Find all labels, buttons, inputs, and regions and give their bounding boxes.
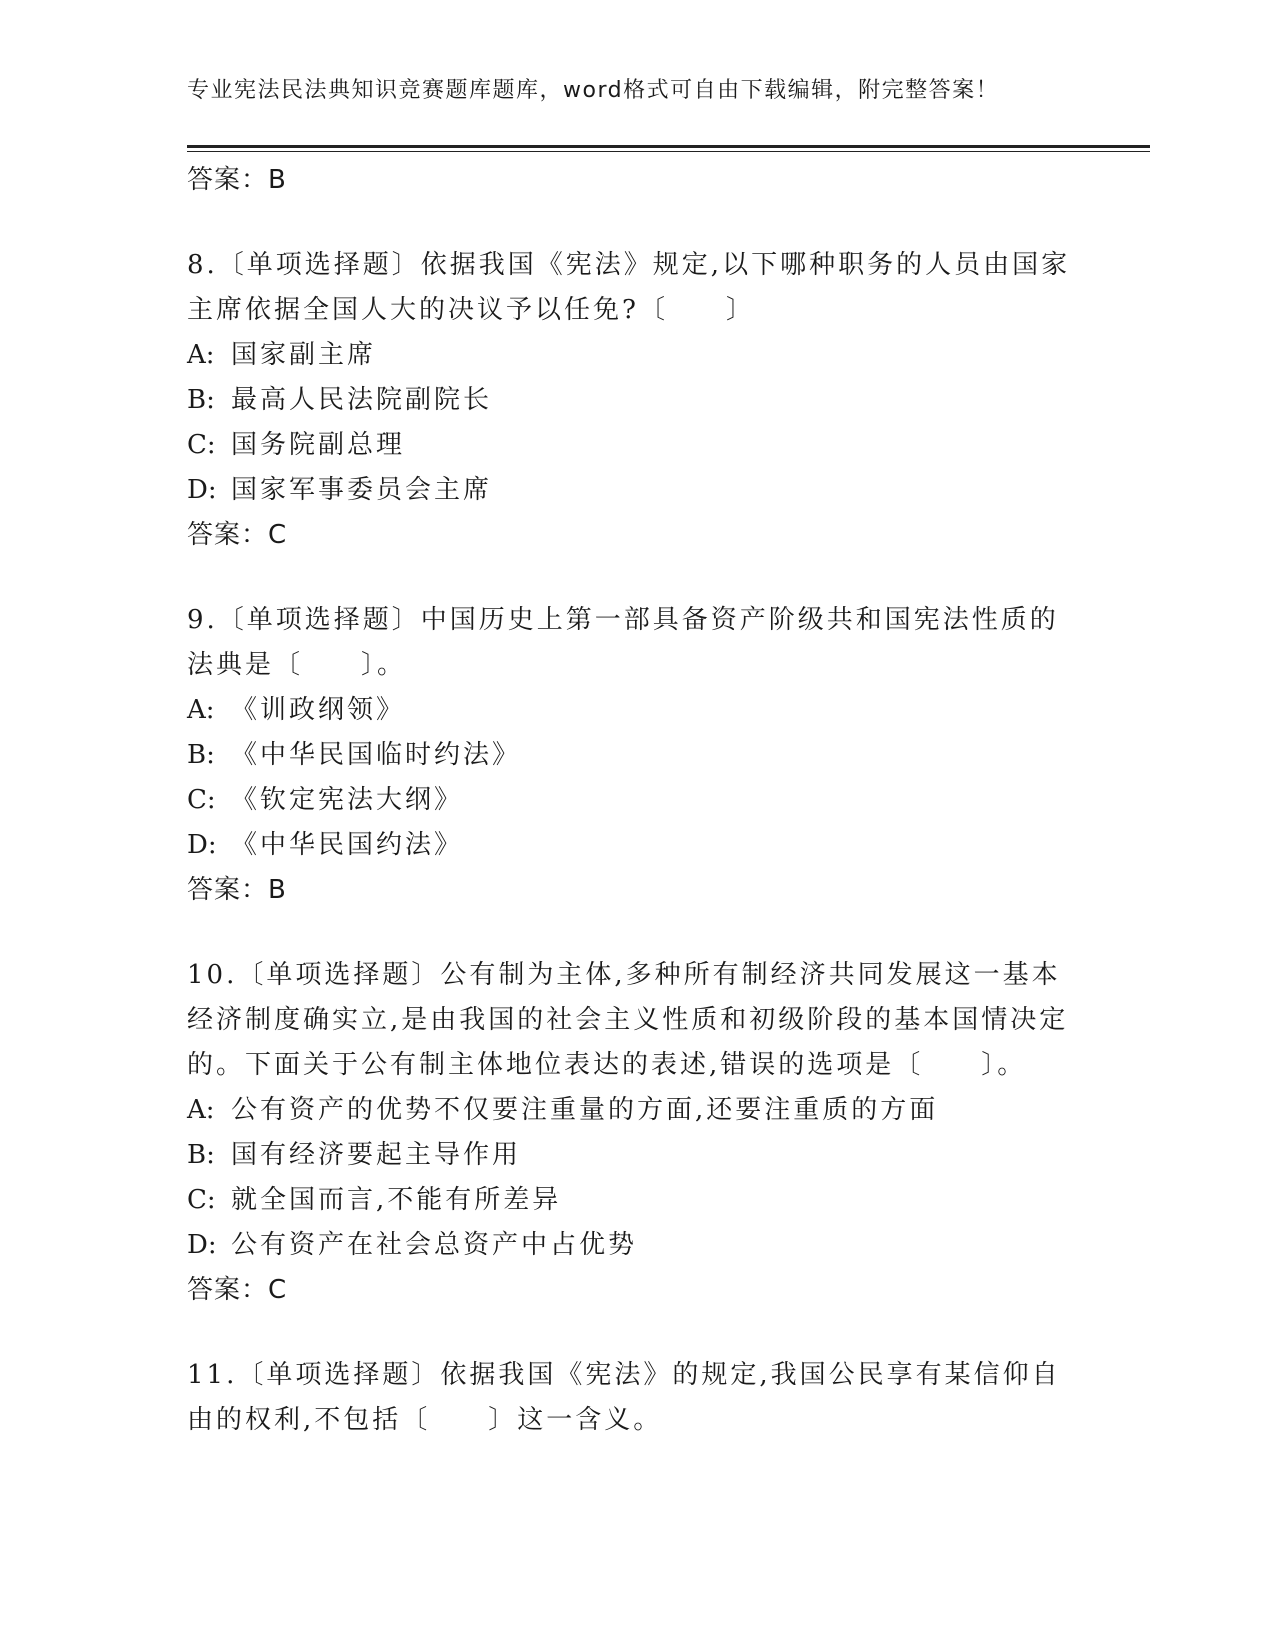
stem-line: 8.〔单项选择题〕依据我国《宪法》规定,以下哪种职务的人员由国家	[187, 250, 1071, 280]
option-c	[187, 1178, 1087, 1223]
question-stem	[187, 953, 1087, 1088]
question-8	[187, 243, 1087, 558]
option-text: 国务院副总理	[231, 430, 406, 460]
option-letter: C:	[187, 430, 216, 460]
stem-line: 由的权利,不包括〔 〕这一含义。	[187, 1405, 663, 1435]
option-text: 公有资产的优势不仅要注重量的方面,还要注重质的方面	[231, 1095, 939, 1125]
stem-line: 法典是〔 〕。	[187, 650, 407, 680]
stem-line: 经济制度确实立,是由我国的社会主义性质和初级阶段的基本国情决定	[187, 1005, 1069, 1035]
answer: 答案：B	[187, 875, 287, 905]
option-letter: D:	[187, 1230, 217, 1260]
option-letter: C:	[187, 785, 216, 815]
option-letter: D:	[187, 830, 217, 860]
option-text: 《中华民国临时约法》	[231, 740, 522, 770]
option-d	[187, 823, 1087, 868]
option-letter: A:	[187, 695, 215, 725]
previous-answer: 答案：B	[187, 165, 287, 195]
stem-line: 主席依据全国人大的决议予以任免?〔 〕	[187, 295, 755, 325]
option-d	[187, 468, 1087, 513]
option-c	[187, 423, 1087, 468]
option-a	[187, 1088, 1087, 1133]
option-a	[187, 333, 1087, 378]
question-10	[187, 953, 1087, 1313]
stem-line: 11.〔单项选择题〕依据我国《宪法》的规定,我国公民享有某信仰自	[187, 1360, 1061, 1390]
question-stem	[187, 243, 1087, 333]
option-text: 《钦定宪法大纲》	[231, 785, 464, 815]
question-stem	[187, 1353, 1087, 1443]
option-letter: B:	[187, 385, 215, 415]
option-letter: B:	[187, 740, 215, 770]
option-text: 国有经济要起主导作用	[231, 1140, 522, 1170]
option-b	[187, 378, 1087, 423]
option-letter: B:	[187, 1140, 215, 1170]
option-text: 就全国而言,不能有所差异	[231, 1185, 562, 1215]
option-text: 国家军事委员会主席	[231, 475, 493, 505]
option-letter: A:	[187, 1095, 215, 1125]
answer: 答案：C	[187, 1275, 288, 1305]
option-text: 公有资产在社会总资产中占优势	[231, 1230, 638, 1260]
page-header: 专业宪法民法典知识竞赛题库题库，word格式可自由下载编辑，附完整答案！	[187, 78, 1000, 103]
option-text: 最高人民法院副院长	[231, 385, 493, 415]
option-letter: C:	[187, 1185, 216, 1215]
option-b	[187, 733, 1087, 778]
answer: 答案：C	[187, 520, 288, 550]
document-body	[187, 158, 1087, 1443]
stem-line: 的。下面关于公有制主体地位表达的表述,错误的选项是〔 〕。	[187, 1050, 1027, 1080]
question-11	[187, 1353, 1087, 1443]
question-9	[187, 598, 1087, 913]
stem-line: 9.〔单项选择题〕中国历史上第一部具备资产阶级共和国宪法性质的	[187, 605, 1059, 635]
option-a	[187, 688, 1087, 733]
question-stem	[187, 598, 1087, 688]
option-d	[187, 1223, 1087, 1268]
option-text: 《训政纲领》	[231, 695, 406, 725]
option-b	[187, 1133, 1087, 1178]
header-rule	[187, 145, 1150, 148]
option-c	[187, 778, 1087, 823]
option-text: 《中华民国约法》	[231, 830, 464, 860]
option-letter: D:	[187, 475, 217, 505]
option-text: 国家副主席	[231, 340, 377, 370]
stem-line: 10.〔单项选择题〕公有制为主体,多种所有制经济共同发展这一基本	[187, 960, 1061, 990]
option-letter: A:	[187, 340, 215, 370]
